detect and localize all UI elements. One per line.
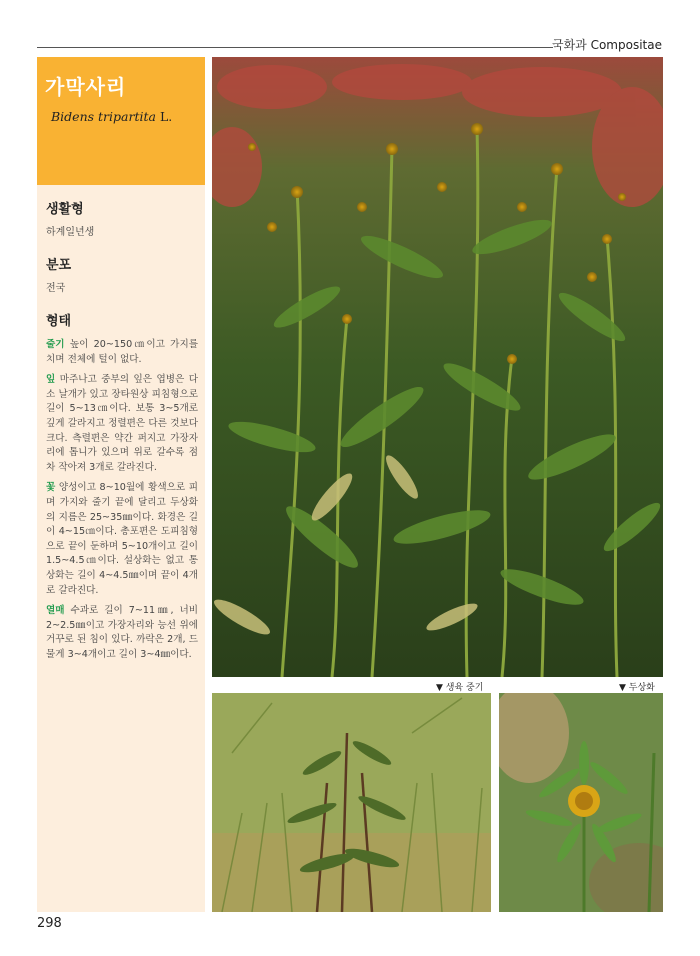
description (46, 198, 198, 668)
distribution-heading: 분포 (46, 258, 72, 273)
page-number: 298 (37, 916, 62, 931)
morphology-heading: 형태 (46, 314, 72, 329)
lifeform-text: 하계일년생 (46, 227, 95, 238)
author-citation: L. (159, 109, 173, 124)
morphology-leaf (46, 373, 198, 475)
fruit-text: 수과로 길이 7~11㎜, 너비 2~2.5㎜이고 가장자리와 능선 위에 거꾸로 된 침이 있다. 까락은 2개, 드물게 3~4개이고 길이 3~4㎜이다. (46, 605, 198, 660)
growth-stage-image (212, 693, 491, 912)
flower-label: 꽃 (46, 482, 56, 494)
caption-flower-head: ▼ 두상화 (619, 683, 655, 693)
genus-species: Bidens tripartita (51, 109, 156, 124)
main-photo (212, 57, 663, 677)
distribution-text: 전국 (46, 283, 66, 294)
flower-head-image (499, 693, 663, 912)
morphology-fruit (46, 604, 198, 662)
header-rule (37, 47, 553, 48)
leaf-text: 마주나고 중부의 잎은 엽병은 다소 날개가 있고 장타원상 피침형으로 길이 5~13㎝이다. 보통 3~5개로 깊게 갈라지고 정렬편은 다른 것보다 크다. 측렬편은 약간 퍼지고 가장자리에 톱니가 있으며 위로 갈수록 점차 작아져 3개로 갈라진다. (46, 374, 198, 473)
flower-text: 양성이고 8~10월에 황색으로 피며 가지와 줄기 끝에 달리고 두상화의 지름은 25~35㎜이다. 화경은 길이 4~15㎝이다. 총포편은 도피침형으로 끝이 둔하며 5~10개이고 길이 1.5~4.5㎝이다. 설상화는 없고 통상화는 길이 4~4.5㎜이며 끝이 4개로 갈라진다. (46, 482, 198, 596)
species-korean-name: 가막사리 (45, 75, 127, 99)
title-box (37, 57, 205, 185)
stem-text: 높이 20~150㎝이고 가지를 치며 전체에 털이 없다. (46, 339, 198, 365)
growth-stage-photo (212, 693, 491, 912)
species-scientific-name (51, 109, 172, 124)
fruit-label: 열매 (46, 605, 65, 617)
main-photo-plant-image (212, 57, 663, 677)
leaf-label: 잎 (46, 374, 56, 386)
morphology-flower (46, 481, 198, 598)
caption-growth-stage: ▼ 생육 중기 (436, 683, 484, 693)
lifeform-heading: 생활형 (46, 202, 84, 217)
morphology-stem (46, 338, 198, 367)
flower-head-photo (499, 693, 663, 912)
family-name: 국화과 Compositae (552, 38, 662, 52)
stem-label: 줄기 (46, 339, 65, 350)
